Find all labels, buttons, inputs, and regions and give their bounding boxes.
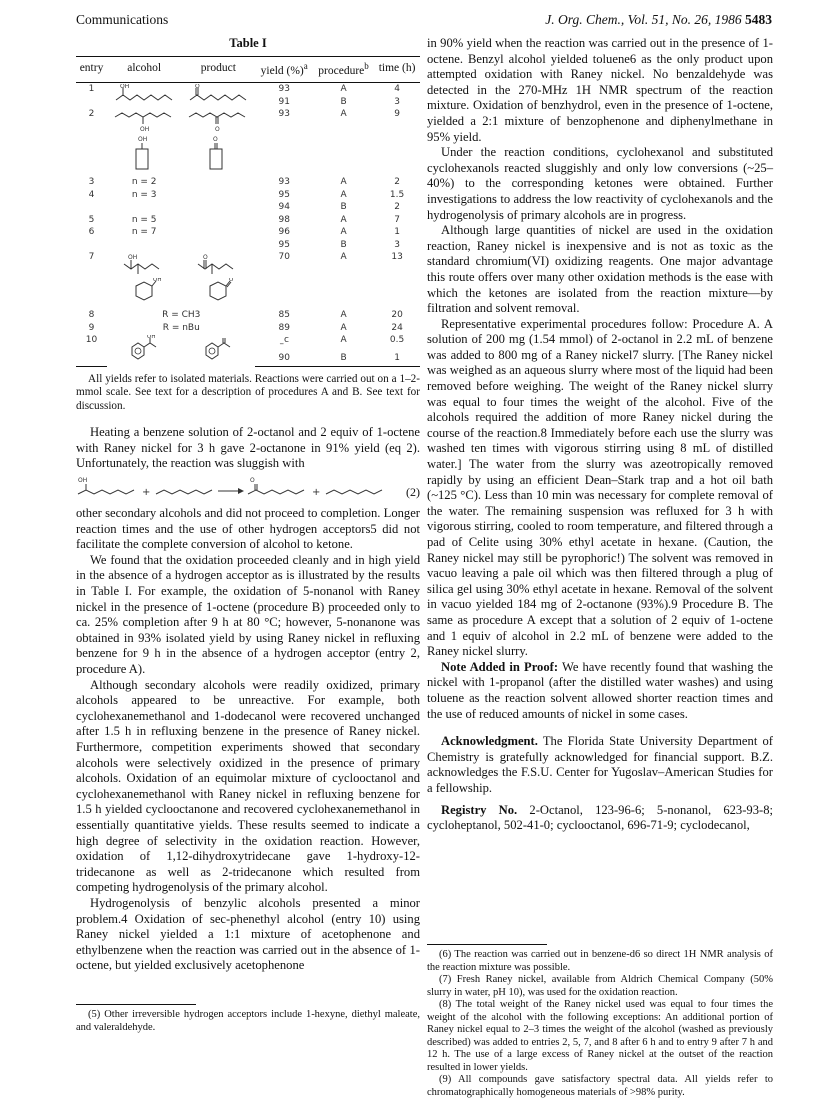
table-row: 9 R = nBu 89 A 24	[88, 322, 403, 333]
journal-name: J. Org. Chem.,	[545, 12, 625, 27]
footnote: (5) Other irreversible hydrogen acceptors include 1-hexyne, diethyl maleate, and valeraldehyde.	[76, 1009, 420, 1033]
paragraph: We found that the oxidation proceeded cleanly and in high yield in the absence of a hydrogen acceptor as is illustrated by the results in Table I. For example, the oxidation of 5-nonanol with Raney nickel in the presence of 1-octene (procedure B) proceeded only to ca. 25% completion after 9 h at 80 °C; however, 5-nonanone was obtained in 93% isolated yield by using Raney nickel in refluxing benzene for 9 h in the absence of a hydrogen acceptor (entry 2, procedure A).	[76, 552, 420, 677]
equation-scheme	[76, 476, 396, 500]
svg-text:OH: OH	[147, 335, 156, 341]
cycloalkanol-structure	[124, 135, 164, 175]
table-row: 91 B 3	[278, 96, 400, 107]
table-row: 2 OH O 93 A 9	[88, 109, 400, 134]
paragraph: other secondary alcohols and did not proceed to completion. Longer reaction times and the use of other hydrogen acceptors5 did not facilitate the complete conversion of alcohol to ketone.	[76, 506, 420, 552]
table-footnote: All yields refer to isolated materials. Reactions were carried out on a 1–2-mmol scale. See text for a description of procedures A and B. See text for discussion.	[76, 372, 420, 412]
alcohol-structure-5-nonanol	[113, 109, 175, 133]
footnote: (7) Fresh Raney nickel, available from Aldrich Chemical Company (50% slurry in water, pH 10), was used for the oxidation reaction.	[427, 974, 773, 998]
acknowledgment: Acknowledgment. The Florida State University Department of Chemistry is gratefully acknowledged for financial support. B.Z. acknowledges the F.S.U. Center for Yugoslav–American Studies for a fellowship.	[427, 734, 773, 795]
svg-text:+: +	[142, 487, 151, 499]
paragraph: Heating a benzene solution of 2-octanol and 2 equiv of 1-octene with Raney nickel for 3 h gave 2-octanone in 91% yield (eq 2). Unfortunately, the reaction was sluggish with	[76, 425, 420, 471]
svg-text:+: +	[312, 487, 321, 499]
table-row: 6 n = 7 96 A 1	[88, 227, 400, 238]
paragraph: Representative experimental procedures follow: Procedure A. A solution of 200 mg (1.54 mmol) of 2-octanol in 2.2 mL of benzene was added to 800 mg of a Raney nickel7 slurry. [The Raney nickel was weighed as an aqueous slurry where most of the liquid had been removed before weighing. The weight of the Raney nickel slurry was equal to four times the weight of the alcohol. Five of the alcohols required the addition of more Raney nickel during the course of the reaction.8 Immediately before each use the slurry was washed ten times with vigorous stirring using 8 mL of distilled water.] The water from the slurry was azeotropically removed rapidly by using an efficient Dean–Stark trap and a hot oil bath (~125 °C). Less than 10 min was necessary for complete removal of the water. The remaining suspension was refluxed for 3 h with vigorous stirring, cooled to room temperature, and filtered through a pad of Celite using 30% ethyl acetate in hexane. (Caution, the Raney nickel may still be pyrophoric!) The solvent was removed in vacuo leaving a pale oil which was then filtered through a plug of silica gel using 30% ethyl acetate in hexane. Removal of the solvent in vacuo yielded 184 mg of 2-octanone (93%).9 Procedure B. The same as procedure A except that a solution of 2 equiv of 1-octene and 1 equiv of alcohol in 2.2 mL of benzene were added to the Raney nickel slurry.	[427, 316, 773, 659]
paragraph: Although secondary alcohols were readily oxidized, primary alcohols appeared to be unreactive. For example, both cyclohexanemethanol and 1-dodecanol were recovered unchanged after 1.5 h in refluxing benzene in the presence of Raney nickel. Furthermore, competition experiments showed that secondary alcohols were selectively oxidized in the presence of primary alcohols. Oxidation of an equimolar mixture of cyclooctanol and cyclohexanemethanol with Raney nickel in refluxing benzene for 1.5 h yielded cyclooctanone and recovered cyclohexanemethanol in essentially quantitative yields. These results seemed to indicate a high degree of selectivity in the oxidation reaction. However, oxidation of 1,12-dihydroxytridecane gave 1-hydroxy-12-tridecanone as well as 2-tridecanone which resulted from competing hydrogenolysis of the primary alcohol.	[76, 677, 420, 895]
footnotes-right	[427, 944, 773, 1099]
page-number: 5483	[745, 12, 772, 27]
alcohol-structure-entry-7	[122, 252, 166, 276]
left-column	[76, 36, 420, 974]
table-row: 90 B 1	[76, 352, 420, 366]
paragraph: Although large quantities of nickel are used in the oxidation reaction, Raney nickel is inexpensive and is not as toxic as the standard chromium(VI) oxidizing reagents. One major advantage this route offers over many other oxidation methods is the ease with which the ketones are isolated from the reaction mixture—by filtration and solvent removal.	[427, 223, 773, 316]
paragraph: in 90% yield when the reaction was carried out in the presence of 1-octene. Benzyl alcohol yielded toluene6 as the only product upon attempted oxidation with Raney nickel. No benzaldehyde was detected in the 270-MHz 1H NMR spectrum of the reaction mixture. Oxidation of benzhydrol, even in the presence of 1-octene, yielded a 2:1 mixture of benzophenone and diphenylmethane in 95% yield.	[427, 36, 773, 144]
svg-text:OH: OH	[128, 254, 138, 262]
substituted-cyclohexanone-structure	[198, 278, 238, 308]
svg-text:O: O	[195, 84, 201, 91]
alcohol-structure-sec-phenethyl	[124, 335, 164, 365]
journal-volume: Vol. 51, No. 26, 1986	[627, 12, 742, 27]
table-title: Table I	[229, 36, 267, 50]
svg-text:OH: OH	[120, 84, 130, 91]
table-row: 5 n = 5 98 A 7	[88, 214, 400, 225]
svg-text:O: O	[213, 136, 219, 144]
svg-text:O: O	[215, 126, 221, 134]
registry-numbers: Registry No. 2-Octanol, 123-96-6; 5-nonanol, 623-93-8; cycloheptanol, 502-41-0; cyclooctanol, 696-71-9; cyclodecanol,	[427, 802, 774, 833]
table-row: 3 n = 2 93 A 2	[88, 177, 400, 188]
svg-text:OH: OH	[140, 126, 150, 134]
footnote-rule	[427, 944, 547, 945]
svg-text:O: O	[203, 254, 209, 262]
table-row: 4 n = 3 95 A 1.5	[88, 189, 405, 200]
svg-text:O: O	[250, 477, 255, 485]
running-header-right	[545, 12, 772, 28]
table-row: 7 OH O 70 A 13	[76, 251, 420, 277]
table-row: 95 B 3	[278, 239, 400, 250]
col-procedure: procedure$^b$	[313, 56, 374, 82]
col-alcohol: alcohol	[107, 56, 181, 82]
col-yield: yield (%)$^a$	[255, 56, 312, 82]
note-added-in-proof: Note Added in Proof: We have recently found that washing the nickel with 1-propanol (after the distilled water washes) and using toluene as the reaction solvent allowed shorter reaction times and the use of reduced amounts of nickel in some cases.	[427, 659, 774, 721]
footnote: (6) The reaction was carried out in benzene-d6 so direct 1H NMR analysis of the reaction mixture was possible.	[427, 949, 773, 973]
table-row: 1 OH O 93 A 4	[76, 83, 420, 96]
footnote: (8) The total weight of the Raney nickel used was equal to four times the weight of the alcohol with the following exceptions: An additional portion of Raney nickel equal to 2–3 times the weight of the alcohol (washed as previously described) was added to entries 2, 5, 7, and 8 after 6 h and to entry 9 after 7 h and 12 h. The use of a large excess of Raney nickel at the outset of the reaction resulted in lower yields.	[427, 999, 773, 1073]
col-product: product	[181, 56, 255, 82]
right-column	[427, 36, 773, 834]
equation-2	[76, 476, 420, 500]
table-row: 10 OH –$^c$ A 0.5	[76, 334, 420, 352]
svg-text:OH: OH	[153, 278, 162, 284]
col-time: time (h)	[374, 56, 420, 82]
table-header-row	[76, 56, 420, 82]
table-row: 94 B 2	[278, 202, 400, 213]
table-row	[76, 134, 420, 176]
table-row: 8 R = CH3 85 A 20	[88, 310, 403, 321]
svg-text:O: O	[229, 278, 234, 284]
alcohol-structure-2-octanol	[114, 84, 174, 106]
paragraph: Hydrogenolysis of benzylic alcohols presented a minor problem.4 Oxidation of sec-phenethyl alcohol (entry 10) using Raney nickel yielded a 1:1 mixture of acetophenone and ethylbenzene when the reaction was carried out in the absence of 1-octene, but yielded exclusively acetophenone	[76, 895, 420, 973]
product-structure-acetophenone	[198, 335, 238, 365]
product-structure-5-nonanone	[187, 109, 249, 133]
cycloalkanone-structure	[198, 135, 238, 175]
footnote: (9) All compounds gave satisfactory spectral data. All yields refer to chromatographically homogeneous materials of >98% purity.	[427, 1074, 773, 1098]
table-i	[76, 56, 420, 367]
product-structure-entry-7	[196, 252, 240, 276]
running-header-left: Communications	[76, 12, 169, 27]
col-entry: entry	[76, 56, 107, 82]
svg-text:OH: OH	[78, 477, 88, 485]
footnote-c-mark: –$^c$	[279, 335, 289, 350]
paragraph: Under the reaction conditions, cyclohexanol and substituted cyclohexanols reacted sluggishly and only low conversions (~25–40%) to the corresponding ketones were obtained. Further investigations to address the low reactivity of cyclohexanols and the hydrogenolysis of primary alcohols are in progress.	[427, 145, 773, 222]
footnote-rule	[76, 1004, 196, 1005]
product-structure-2-octanone	[188, 84, 248, 106]
table-row	[76, 277, 420, 309]
equation-number: (2)	[406, 485, 420, 500]
footnotes-left	[76, 1004, 420, 1034]
svg-text:OH: OH	[138, 136, 148, 144]
substituted-cyclohexanol-structure	[124, 278, 164, 308]
